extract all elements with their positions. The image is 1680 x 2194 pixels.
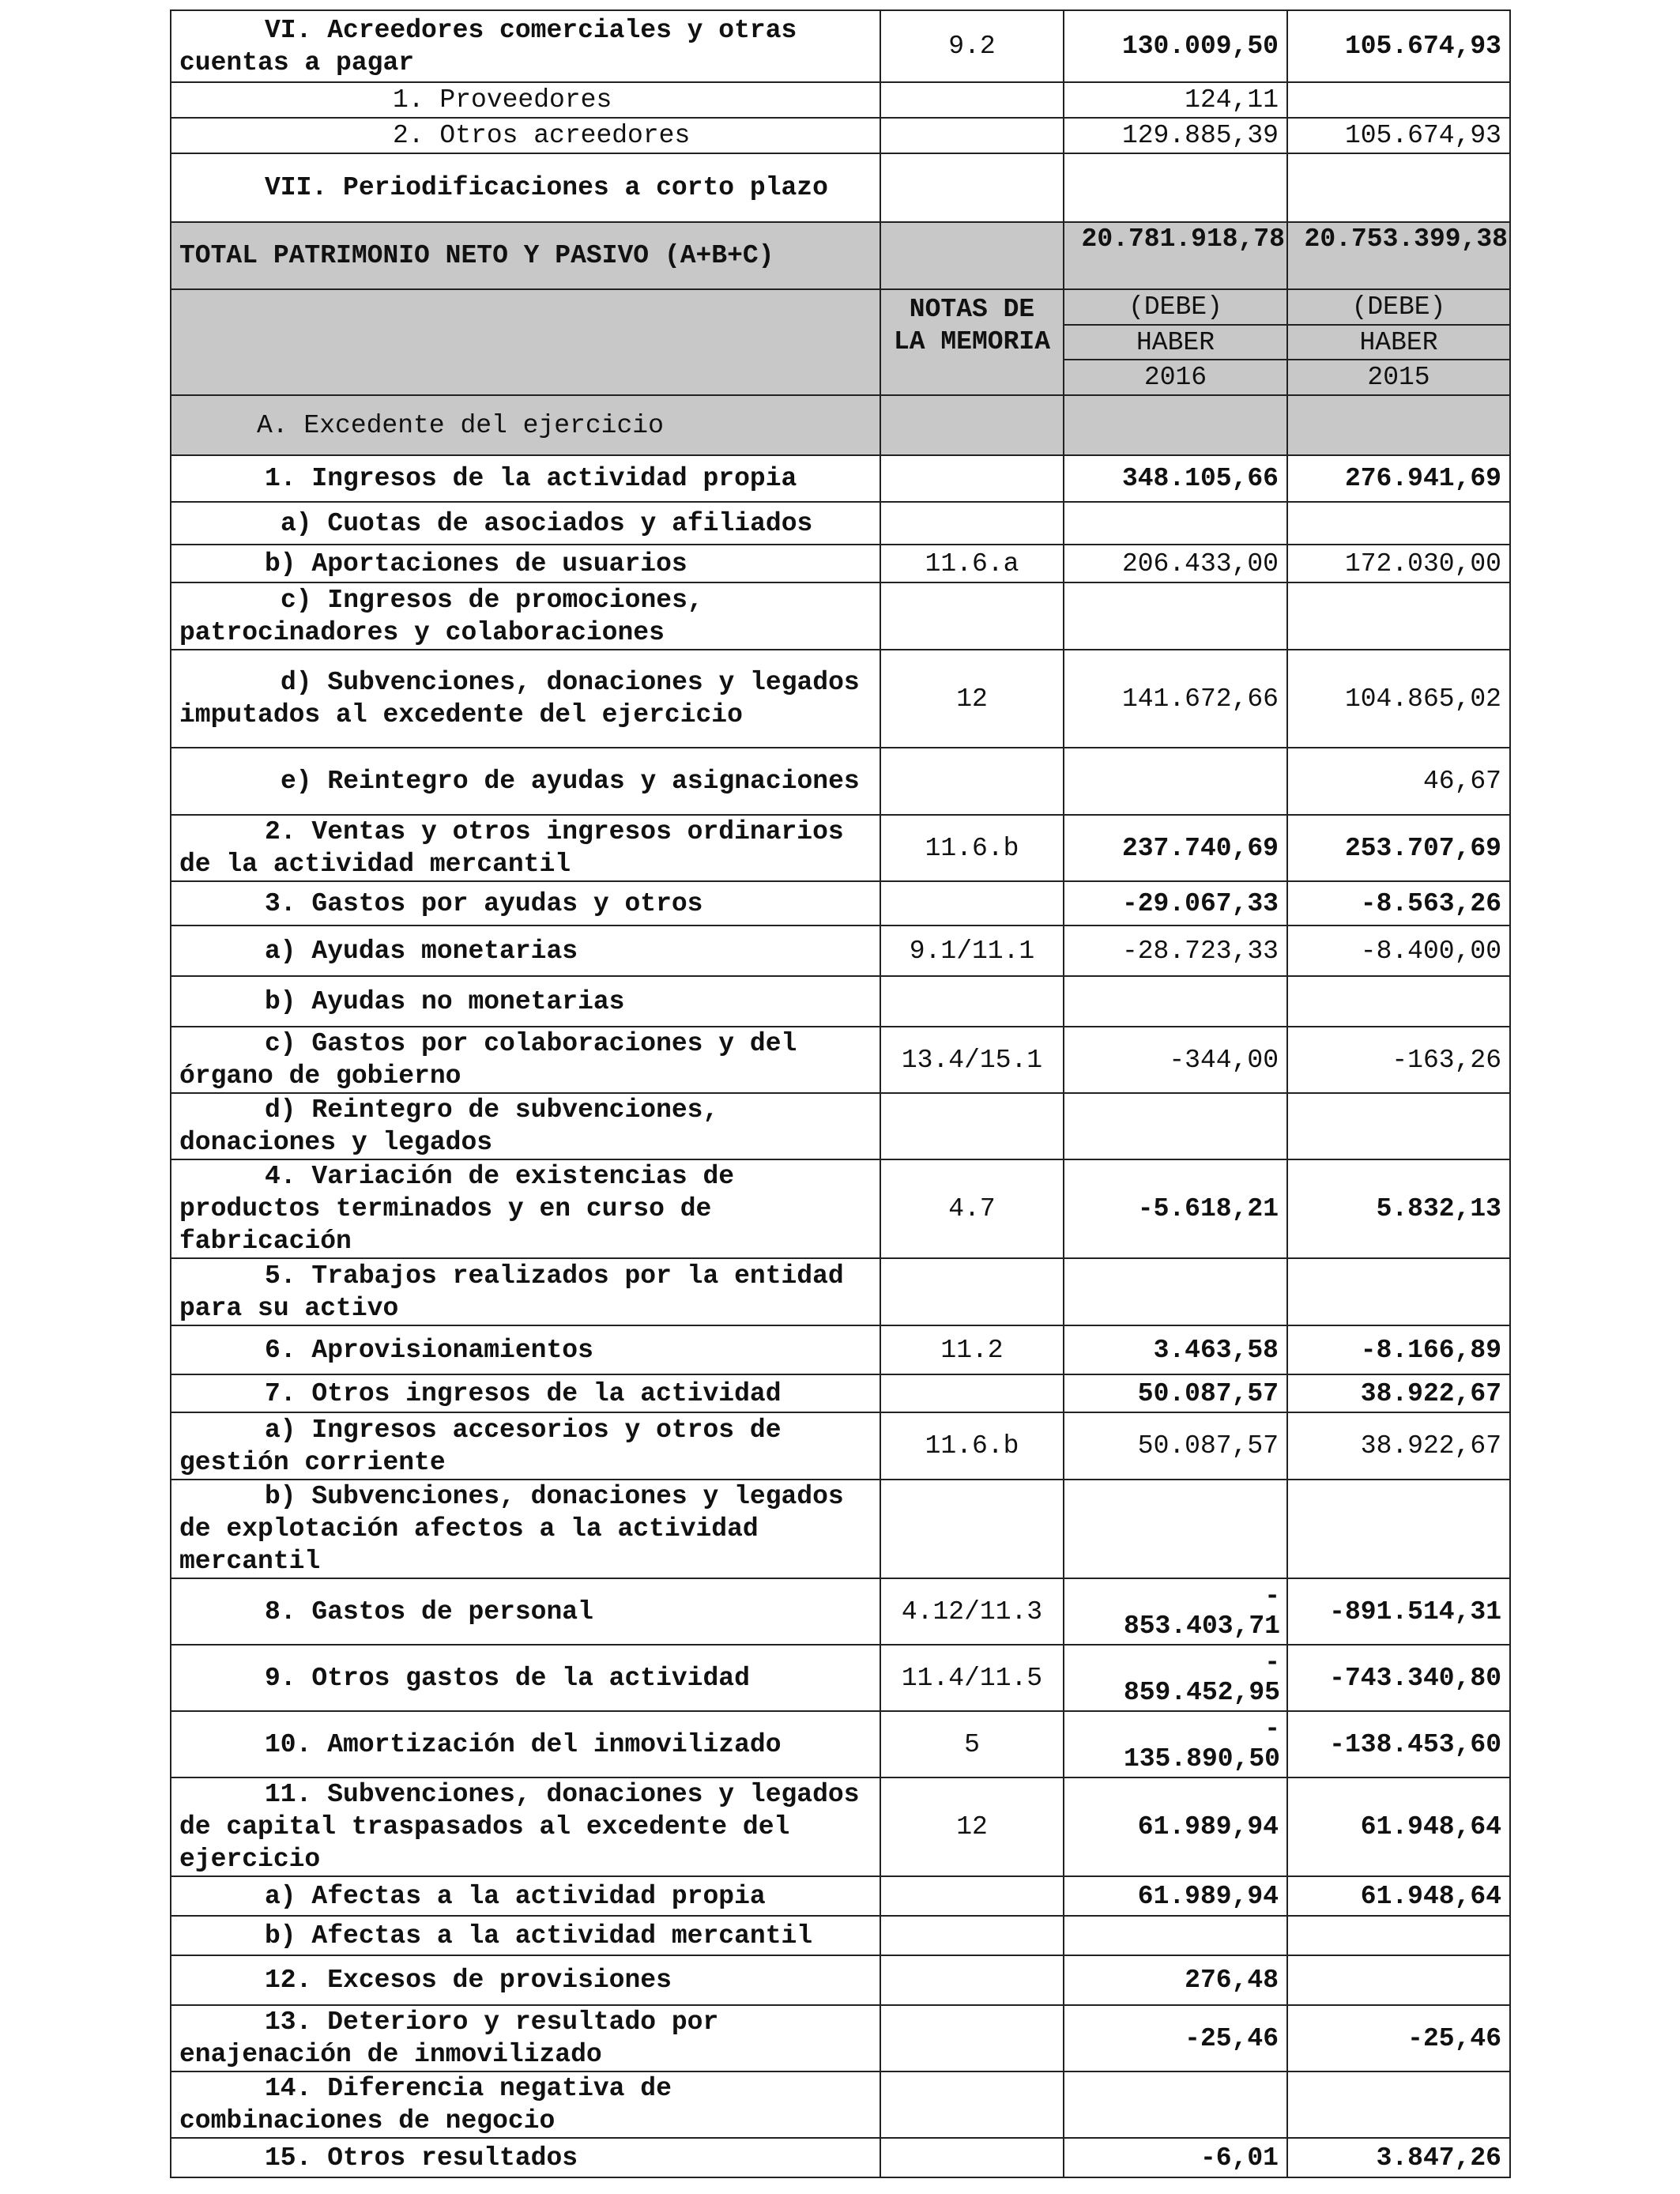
row-value-2016	[1064, 1578, 1287, 1645]
row-value-2015: 104.865,02	[1287, 650, 1510, 748]
row-value-2015	[1287, 2071, 1510, 2138]
row-label: 12. Excesos de provisiones	[171, 1955, 880, 2005]
row-label: e) Reintegro de ayudas y asignaciones	[171, 748, 880, 815]
section-a-note	[880, 395, 1064, 455]
row-value-2015: -8.400,00	[1287, 925, 1510, 976]
table-row	[171, 881, 1510, 925]
row-value-2015: -8.166,89	[1287, 1325, 1510, 1374]
row-value-2015	[1287, 1955, 1510, 2005]
header-row-debe	[171, 289, 1510, 325]
table-row	[171, 2138, 1510, 2177]
table-row	[171, 1777, 1510, 1876]
row-value-2015: -8.563,26	[1287, 881, 1510, 925]
row-label: 4. Variación de existencias de productos terminados y en curso de fabricación	[171, 1159, 880, 1258]
table-row	[171, 153, 1510, 222]
row-label: 8. Gastos de personal	[171, 1578, 880, 1645]
table-row	[171, 748, 1510, 815]
value-digits: 135.890,50	[1123, 1744, 1280, 1774]
row-value-2015: -743.340,80	[1287, 1645, 1510, 1711]
row-value-2016: 206.433,00	[1064, 545, 1287, 582]
row-value-2015	[1287, 1480, 1510, 1578]
header-blank	[171, 289, 880, 395]
table-row	[171, 545, 1510, 582]
table-row	[171, 502, 1510, 545]
row-label: b) Subvenciones, donaciones y legados de explotación afectos a la actividad mercantil	[171, 1480, 880, 1578]
row-value-2015: 3.847,26	[1287, 2138, 1510, 2177]
row-note	[880, 455, 1064, 502]
row-label: 3. Gastos por ayudas y otros	[171, 881, 880, 925]
row-label: VII. Periodificaciones a corto plazo	[171, 153, 880, 222]
row-value-2015	[1287, 1093, 1510, 1159]
header-notes: NOTAS DE LA MEMORIA	[880, 289, 1064, 395]
row-value-2015: 5.832,13	[1287, 1159, 1510, 1258]
row-value-2016: 124,11	[1064, 82, 1287, 118]
row-value-2016: 130.009,50	[1064, 10, 1287, 82]
row-value-2016	[1064, 2071, 1287, 2138]
row-note: 4.12/11.3	[880, 1578, 1064, 1645]
balance-sheet-rows	[171, 10, 1510, 222]
row-note	[880, 582, 1064, 650]
minus-sign: -	[1264, 1581, 1280, 1611]
row-value-2015: 276.941,69	[1287, 455, 1510, 502]
row-note	[880, 2138, 1064, 2177]
table-row	[171, 1916, 1510, 1955]
row-value-2015: 38.922,67	[1287, 1412, 1510, 1480]
total-value-2016: 20.781.918,78	[1064, 222, 1287, 289]
row-value-2015: 105.674,93	[1287, 118, 1510, 153]
table-row	[171, 976, 1510, 1027]
table-row	[171, 1412, 1510, 1480]
row-value-2015: -891.514,31	[1287, 1578, 1510, 1645]
row-value-2016: 61.989,94	[1064, 1876, 1287, 1916]
row-value-2016: 50.087,57	[1064, 1374, 1287, 1412]
table-row	[171, 1159, 1510, 1258]
row-value-2016	[1064, 976, 1287, 1027]
row-value-2015	[1287, 1258, 1510, 1325]
row-note: 11.4/11.5	[880, 1645, 1064, 1711]
row-label: 11. Subvenciones, donaciones y legados de capital traspasados al excedente del ejercicio	[171, 1777, 880, 1876]
row-label: c) Gastos por colaboraciones y del órgano de gobierno	[171, 1027, 880, 1093]
row-label: c) Ingresos de promociones, patrocinadores y colaboraciones	[171, 582, 880, 650]
row-label: 2. Otros acreedores	[171, 118, 880, 153]
row-label: a) Afectas a la actividad propia	[171, 1876, 880, 1916]
header-year-2015: 2015	[1287, 360, 1510, 395]
table-row	[171, 1645, 1510, 1711]
header-debe-2015: (DEBE)	[1287, 289, 1510, 325]
total-note	[880, 222, 1064, 289]
row-label: b) Aportaciones de usuarios	[171, 545, 880, 582]
row-note: 5	[880, 1711, 1064, 1777]
row-note	[880, 2005, 1064, 2071]
section-a-v2016	[1064, 395, 1287, 455]
row-note: 11.6.a	[880, 545, 1064, 582]
header-haber-2015: HABER	[1287, 325, 1510, 360]
row-label: 6. Aprovisionamientos	[171, 1325, 880, 1374]
row-value-2015: -138.453,60	[1287, 1711, 1510, 1777]
row-label: b) Afectas a la actividad mercantil	[171, 1916, 880, 1955]
header-haber-2016: HABER	[1064, 325, 1287, 360]
row-note	[880, 118, 1064, 153]
row-value-2015: 38.922,67	[1287, 1374, 1510, 1412]
row-value-2016: 61.989,94	[1064, 1777, 1287, 1876]
row-value-2016	[1064, 1711, 1287, 1777]
row-note: 4.7	[880, 1159, 1064, 1258]
row-value-2016	[1064, 153, 1287, 222]
row-value-2016: 276,48	[1064, 1955, 1287, 2005]
row-note	[880, 82, 1064, 118]
row-value-2016	[1064, 1258, 1287, 1325]
table-row	[171, 1093, 1510, 1159]
table-row	[171, 1955, 1510, 2005]
financial-statement-table	[170, 9, 1511, 2178]
row-value-2016	[1064, 502, 1287, 545]
row-value-2016	[1064, 1480, 1287, 1578]
row-label: d) Reintegro de subvenciones, donaciones y legados	[171, 1093, 880, 1159]
row-value-2016: 348.105,66	[1064, 455, 1287, 502]
header-group	[171, 289, 1510, 455]
table-row	[171, 2005, 1510, 2071]
row-value-2016	[1064, 582, 1287, 650]
table-row	[171, 815, 1510, 881]
row-label: 15. Otros resultados	[171, 2138, 880, 2177]
row-value-2015	[1287, 582, 1510, 650]
row-label: 10. Amortización del inmovilizado	[171, 1711, 880, 1777]
row-label: 5. Trabajos realizados por la entidad para su activo	[171, 1258, 880, 1325]
table-row	[171, 1325, 1510, 1374]
section-a-label: A. Excedente del ejercicio	[171, 395, 880, 455]
table-row	[171, 10, 1510, 82]
table-row	[171, 1876, 1510, 1916]
row-note: 9.2	[880, 10, 1064, 82]
section-a-row	[171, 395, 1510, 455]
row-value-2015: 253.707,69	[1287, 815, 1510, 881]
table-row	[171, 1578, 1510, 1645]
table-row	[171, 2071, 1510, 2138]
row-note	[880, 976, 1064, 1027]
table-row	[171, 118, 1510, 153]
row-value-2015: 61.948,64	[1287, 1777, 1510, 1876]
row-value-2016: 3.463,58	[1064, 1325, 1287, 1374]
table-row	[171, 1480, 1510, 1578]
row-note	[880, 1093, 1064, 1159]
table-row	[171, 582, 1510, 650]
row-value-2015: -25,46	[1287, 2005, 1510, 2071]
row-label: 14. Diferencia negativa de combinaciones de negocio	[171, 2071, 880, 2138]
row-value-2016: -28.723,33	[1064, 925, 1287, 976]
row-label: 2. Ventas y otros ingresos ordinarios de la actividad mercantil	[171, 815, 880, 881]
row-label: 9. Otros gastos de la actividad	[171, 1645, 880, 1711]
row-value-2015: 46,67	[1287, 748, 1510, 815]
row-value-2015: -163,26	[1287, 1027, 1510, 1093]
row-value-2015	[1287, 82, 1510, 118]
income-statement-rows	[171, 455, 1510, 2177]
row-note: 12	[880, 1777, 1064, 1876]
total-value-2015: 20.753.399,38	[1287, 222, 1510, 289]
row-note: 11.6.b	[880, 815, 1064, 881]
row-label: a) Ayudas monetarias	[171, 925, 880, 976]
table-row	[171, 925, 1510, 976]
row-label: a) Ingresos accesorios y otros de gestión corriente	[171, 1412, 880, 1480]
row-note	[880, 502, 1064, 545]
row-value-2016: -25,46	[1064, 2005, 1287, 2071]
row-label: 1. Ingresos de la actividad propia	[171, 455, 880, 502]
row-value-2016	[1064, 1916, 1287, 1955]
row-label: b) Ayudas no monetarias	[171, 976, 880, 1027]
minus-sign: -	[1264, 1648, 1280, 1677]
table-row	[171, 82, 1510, 118]
row-note: 9.1/11.1	[880, 925, 1064, 976]
row-value-2016	[1064, 1645, 1287, 1711]
total-row-group	[171, 222, 1510, 289]
row-value-2015	[1287, 1916, 1510, 1955]
row-note	[880, 1480, 1064, 1578]
row-value-2015	[1287, 502, 1510, 545]
value-digits: 853.403,71	[1123, 1612, 1280, 1641]
row-value-2016: -5.618,21	[1064, 1159, 1287, 1258]
row-note	[880, 153, 1064, 222]
row-note	[880, 1955, 1064, 2005]
section-a-v2015	[1287, 395, 1510, 455]
row-note	[880, 1258, 1064, 1325]
row-label: 1. Proveedores	[171, 82, 880, 118]
row-value-2015: 61.948,64	[1287, 1876, 1510, 1916]
total-label: TOTAL PATRIMONIO NETO Y PASIVO (A+B+C)	[171, 222, 880, 289]
row-label: 13. Deterioro y resultado por enajenación de inmovilizado	[171, 2005, 880, 2071]
total-row	[171, 222, 1510, 289]
table-row	[171, 1711, 1510, 1777]
row-note	[880, 1876, 1064, 1916]
row-value-2016: 129.885,39	[1064, 118, 1287, 153]
table-row	[171, 1258, 1510, 1325]
row-value-2016: -6,01	[1064, 2138, 1287, 2177]
row-label: d) Subvenciones, donaciones y legados imputados al excedente del ejercicio	[171, 650, 880, 748]
row-value-2016: 50.087,57	[1064, 1412, 1287, 1480]
row-label: a) Cuotas de asociados y afiliados	[171, 502, 880, 545]
minus-sign: -	[1264, 1714, 1280, 1744]
row-label: 7. Otros ingresos de la actividad	[171, 1374, 880, 1412]
row-note	[880, 2071, 1064, 2138]
row-value-2015	[1287, 976, 1510, 1027]
row-note	[880, 1916, 1064, 1955]
header-debe-2016: (DEBE)	[1064, 289, 1287, 325]
row-note: 11.2	[880, 1325, 1064, 1374]
row-value-2016: 141.672,66	[1064, 650, 1287, 748]
row-value-2016	[1064, 748, 1287, 815]
row-note: 11.6.b	[880, 1412, 1064, 1480]
row-note	[880, 881, 1064, 925]
row-note	[880, 1374, 1064, 1412]
row-value-2015	[1287, 153, 1510, 222]
row-label: VI. Acreedores comerciales y otras cuentas a pagar	[171, 10, 880, 82]
row-value-2016: -344,00	[1064, 1027, 1287, 1093]
table-row	[171, 1374, 1510, 1412]
value-digits: 859.452,95	[1123, 1678, 1280, 1707]
row-value-2015: 172.030,00	[1287, 545, 1510, 582]
row-value-2015: 105.674,93	[1287, 10, 1510, 82]
row-note	[880, 748, 1064, 815]
row-value-2016	[1064, 1093, 1287, 1159]
row-value-2016: 237.740,69	[1064, 815, 1287, 881]
table-row	[171, 1027, 1510, 1093]
row-note: 12	[880, 650, 1064, 748]
header-year-2016: 2016	[1064, 360, 1287, 395]
table-row	[171, 455, 1510, 502]
table-row	[171, 650, 1510, 748]
row-note: 13.4/15.1	[880, 1027, 1064, 1093]
row-value-2016: -29.067,33	[1064, 881, 1287, 925]
